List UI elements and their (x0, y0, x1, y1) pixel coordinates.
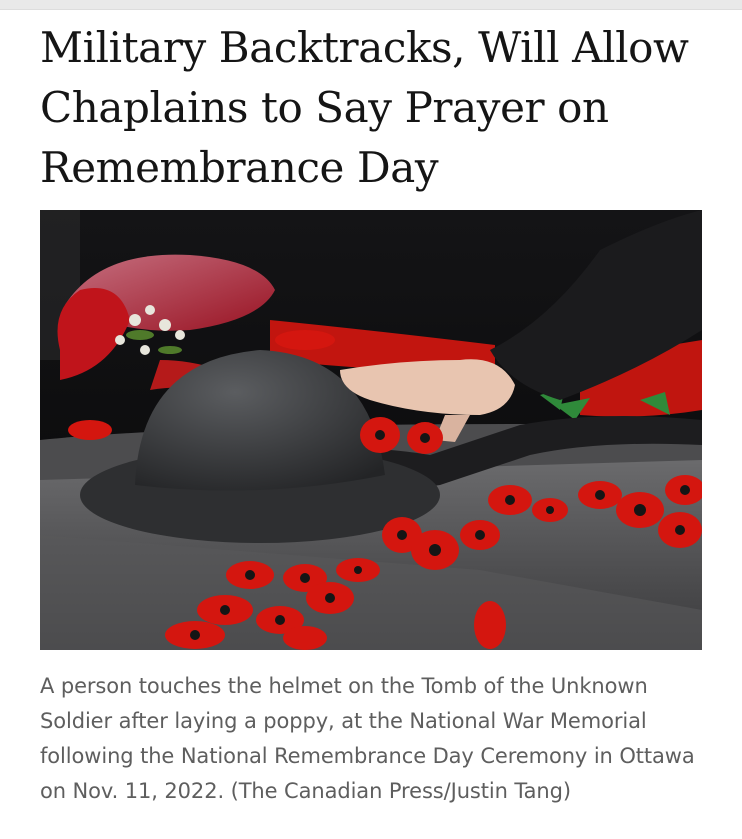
article-photo (40, 210, 702, 650)
top-bar (0, 0, 742, 10)
article-headline: Military Backtracks, Will Allow Chaplains to Say Prayer on Remembrance Day (40, 23, 689, 192)
photo-caption: A person touches the helmet on the Tomb of the Unknown Soldier after laying a poppy, at the National War Memorial following the National Remembrance Day Ceremony in Ottawa on Nov. 11, 2022. (The Canadian Press/Justin Tang) (40, 674, 695, 803)
